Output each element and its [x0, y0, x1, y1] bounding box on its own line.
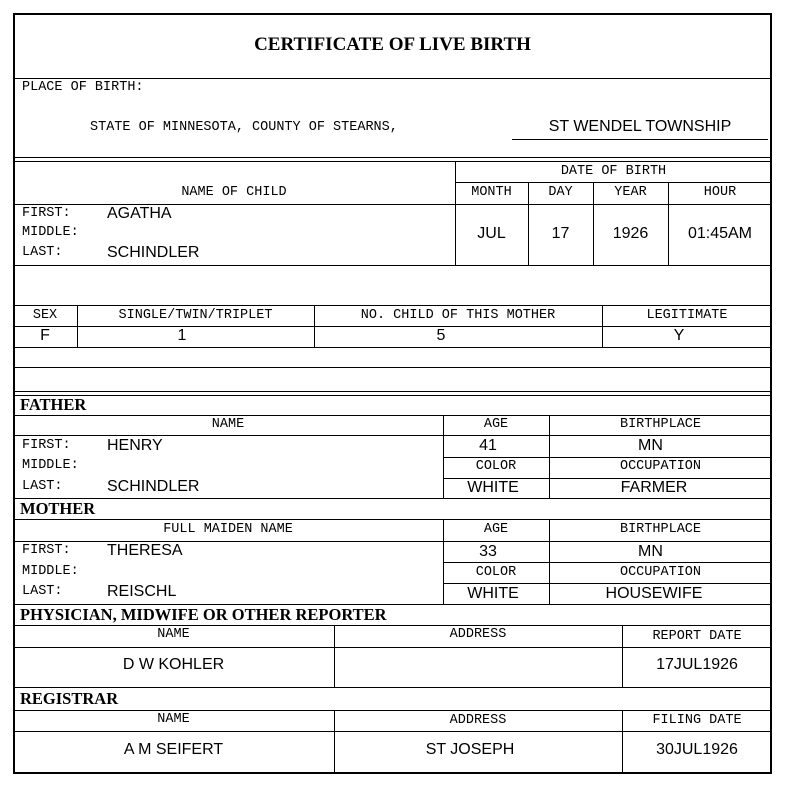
rule: [13, 161, 772, 162]
place-underline: [512, 139, 768, 140]
child-last-label: LAST:: [22, 245, 63, 260]
father-section-title: FATHER: [20, 395, 87, 414]
rule: [13, 647, 772, 648]
rule: [13, 415, 772, 416]
birth-day: 17: [551, 225, 570, 242]
birth-month: JUL: [477, 225, 506, 242]
father-occupation-header: OCCUPATION: [619, 459, 701, 474]
birth-year: 1926: [612, 225, 649, 242]
rule: [13, 391, 772, 392]
father-middle-label: MIDDLE:: [22, 458, 79, 473]
rule: [13, 395, 772, 396]
day-header: DAY: [548, 185, 573, 200]
report-date: 17JUL1926: [656, 656, 738, 673]
filing-date: 30JUL1926: [656, 741, 738, 758]
father-birthplace-header: BIRTHPLACE: [619, 417, 701, 432]
registrar-address: ST JOSEPH: [425, 741, 515, 758]
mother-last-label: LAST:: [22, 584, 63, 599]
mother-first-label: FIRST:: [22, 543, 71, 558]
physician-name: D W KOHLER: [122, 656, 225, 673]
mother-color: WHITE: [467, 585, 519, 602]
rule: [13, 710, 772, 711]
place-of-birth-value: ST WENDEL TOWNSHIP: [548, 118, 732, 135]
mother-color-header: COLOR: [475, 565, 517, 580]
physician-name-header: NAME: [157, 627, 190, 642]
father-birthplace: MN: [638, 437, 663, 454]
father-first-name: HENRY: [107, 437, 163, 454]
rule: [13, 157, 772, 158]
father-last-label: LAST:: [22, 479, 63, 494]
rule: [13, 519, 772, 520]
child-number-value: 5: [436, 327, 446, 344]
child-first-label: FIRST:: [22, 206, 71, 221]
mother-name-header: FULL MAIDEN NAME: [163, 522, 293, 537]
mother-birthplace: MN: [638, 543, 663, 560]
rule: [443, 583, 772, 584]
registrar-name: A M SEIFERT: [123, 741, 224, 758]
date-of-birth-header: DATE OF BIRTH: [560, 164, 667, 179]
child-middle-label: MIDDLE:: [22, 225, 79, 240]
legitimate-header: LEGITIMATE: [646, 308, 728, 323]
place-of-birth-label: PLACE OF BIRTH:: [22, 80, 144, 95]
mother-occupation: HOUSEWIFE: [605, 585, 703, 602]
registrar-address-header: ADDRESS: [449, 713, 507, 728]
legitimate-value: Y: [673, 327, 685, 344]
child-number-header: NO. CHILD OF THIS MOTHER: [360, 308, 556, 323]
father-age-header: AGE: [483, 417, 509, 432]
mother-occupation-header: OCCUPATION: [619, 565, 701, 580]
father-last-name: SCHINDLER: [107, 478, 200, 495]
rule: [13, 625, 772, 626]
father-occupation: FARMER: [620, 479, 688, 496]
mother-birthplace-header: BIRTHPLACE: [619, 522, 701, 537]
rule: [13, 367, 772, 368]
father-first-label: FIRST:: [22, 438, 71, 453]
child-first-name: AGATHA: [107, 205, 172, 222]
registrar-section-title: REGISTRAR: [20, 689, 119, 708]
rule: [443, 457, 772, 458]
rule: [13, 498, 772, 499]
mother-age: 33: [479, 543, 497, 560]
father-age: 41: [479, 437, 497, 454]
rule: [13, 347, 772, 348]
place-of-birth-prefix: STATE OF MINNESOTA, COUNTY OF STEARNS,: [90, 120, 398, 135]
report-date-header: REPORT DATE: [652, 629, 742, 644]
mother-middle-label: MIDDLE:: [22, 564, 79, 579]
plurality-value: 1: [177, 327, 187, 344]
name-of-child-header: NAME OF CHILD: [181, 185, 287, 200]
plurality-header: SINGLE/TWIN/TRIPLET: [118, 308, 273, 323]
mother-age-header: AGE: [483, 522, 509, 537]
mother-first-name: THERESA: [107, 542, 183, 559]
rule: [13, 265, 772, 266]
mother-section-title: MOTHER: [20, 499, 96, 518]
father-color: WHITE: [467, 479, 519, 496]
father-color-header: COLOR: [475, 459, 517, 474]
rule: [13, 78, 772, 79]
child-last-name: SCHINDLER: [107, 244, 200, 261]
sex-header: SEX: [32, 308, 58, 323]
certificate-title: CERTIFICATE OF LIVE BIRTH: [254, 34, 531, 55]
rule: [13, 305, 772, 306]
physician-address-header: ADDRESS: [449, 627, 507, 642]
birth-hour: 01:45AM: [687, 225, 753, 242]
rule: [455, 182, 772, 183]
father-name-header: NAME: [211, 417, 245, 432]
hour-header: HOUR: [703, 185, 737, 200]
rule: [13, 687, 772, 688]
mother-last-name: REISCHL: [107, 583, 177, 600]
year-header: YEAR: [614, 185, 647, 200]
registrar-name-header: NAME: [157, 712, 190, 727]
rule: [443, 562, 772, 563]
rule: [13, 435, 772, 436]
month-header: MONTH: [471, 185, 512, 200]
rule: [13, 731, 772, 732]
filing-date-header: FILING DATE: [652, 713, 742, 728]
physician-section-title: PHYSICIAN, MIDWIFE OR OTHER REPORTER: [20, 605, 387, 624]
sex-value: F: [40, 327, 50, 344]
